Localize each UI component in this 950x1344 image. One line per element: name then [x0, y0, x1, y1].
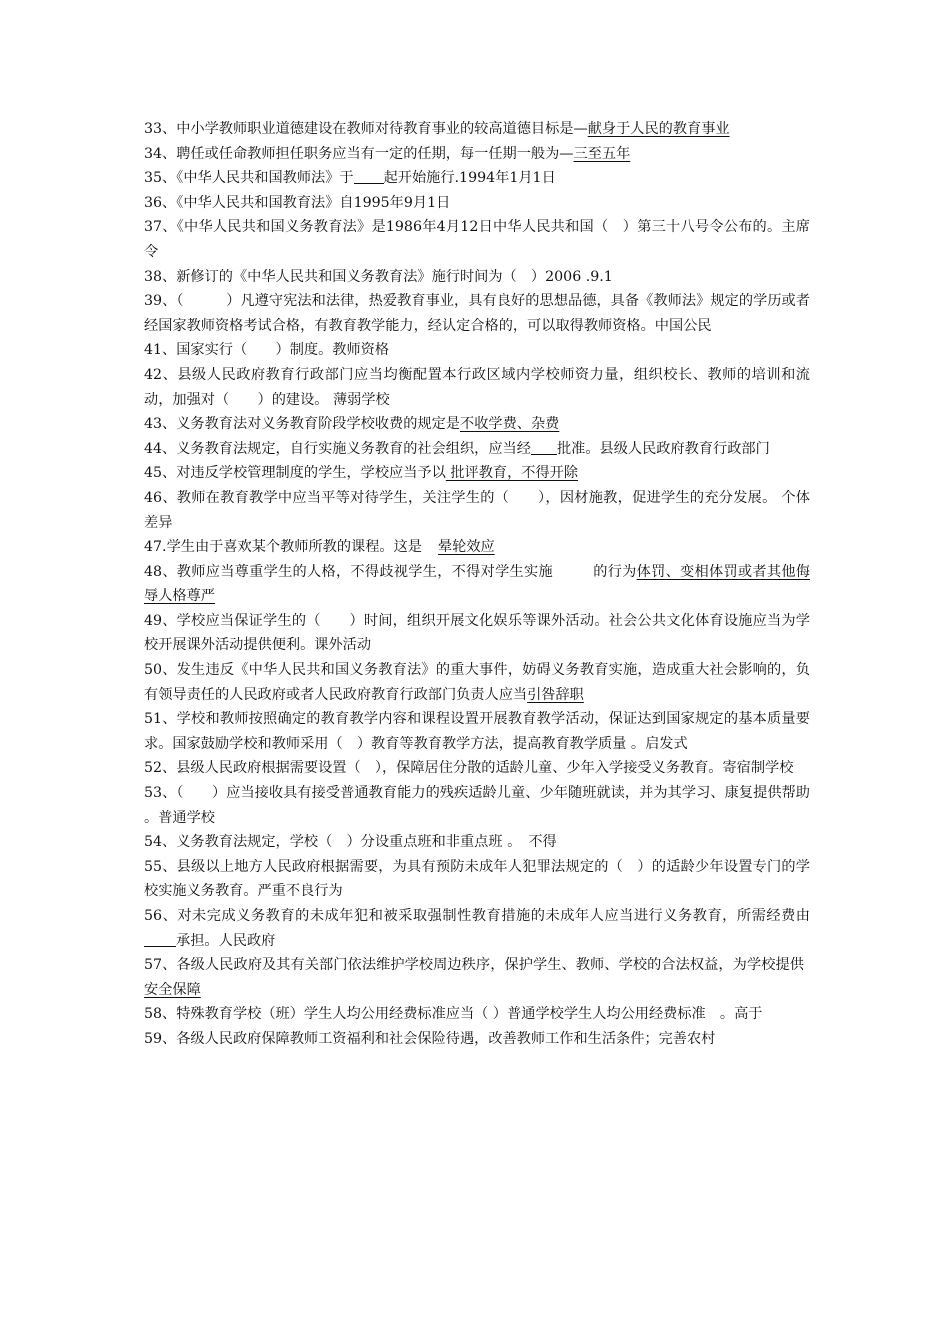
question-text: 53、（ ）应当接收具有接受普通教育能力的残疾适龄儿童、少年随班就读，并为其学习、康复提供帮助 。普通学校	[144, 785, 810, 826]
question-text: 51、学校和教师按照确定的教育教学内容和课程设置开展教育教学活动，保证达到国家规定的基本质量要求。国家鼓励学校和教师采用（ ）教育等教育教学方法，提高教育教学质量 。启发式	[144, 711, 810, 752]
question-text: 57、各级人民政府及其有关部门依法维护学校周边秩序，保护学生、教师、学校的合法权益，为学校提供	[144, 957, 804, 974]
question-text: 42、县级人民政府教育行政部门应当均衡配置本行政区域内学校师资力量，组织校长、教师的培训和流动，加强对（ ）的建设。 薄弱学校	[144, 366, 810, 408]
question-text-cont: 承担。人民政府	[176, 932, 276, 949]
question-56	[144, 904, 810, 953]
question-52	[144, 756, 810, 781]
question-text: 47.学生由于喜欢某个教师所教的课程。这是	[144, 539, 422, 556]
question-text: 52、县级人民政府根据需要设置（ ），保障居住分散的适龄儿童、少年入学接受义务教育。寄宿制学校	[144, 760, 794, 777]
question-58	[144, 1002, 810, 1027]
question-text: 50、发生违反《中华人民共和国义务教育法》的重大事件，妨碍义务教育实施，造成重大社会影响的，负有领导责任的人民政府或者人民政府教育行政部门负责人应当	[144, 662, 810, 703]
question-text: 58、特殊教育学校（班）学生人均公用经费标准应当（ ）普通学校学生人均公用经费标准 。高于	[144, 1006, 763, 1023]
question-text: 38、新修订的《中华人民共和国义务教育法》施行时间为（ ）2006 .9.1	[144, 268, 613, 285]
question-38	[144, 265, 810, 290]
question-text: 34、聘任或任命教师担任职务应当有一定的任期，每一任期一般为—	[144, 145, 574, 162]
question-33	[144, 117, 810, 142]
answer-underlined: 批评教育，不得开除	[445, 465, 579, 482]
question-text-cont: 批准。县级人民政府教育行政部门	[556, 440, 770, 457]
question-text: 49、学校应当保证学生的（ ）时间，组织开展文化娱乐等课外活动。社会公共文化体育设施应当为学校开展课外活动提供便利。课外活动	[144, 612, 810, 654]
question-text-cont: 起开始施行.1994年1月1日	[383, 170, 556, 187]
question-46	[144, 486, 810, 535]
question-text: 59、各级人民政府保障教师工资福利和社会保险待遇，改善教师工作和生活条件；完善农村	[144, 1030, 716, 1047]
question-37	[144, 215, 810, 264]
question-34	[144, 142, 810, 167]
question-35	[144, 166, 810, 191]
question-49	[144, 609, 810, 658]
question-text: 46、教师在教育教学中应当平等对待学生，关注学生的（ ），因材施教，促进学生的充分发展。 个体差异	[144, 489, 810, 531]
question-36	[144, 191, 810, 216]
answer-underlined: 体罚、变相体罚或者其他侮辱人格尊严	[144, 563, 810, 605]
question-text: 55、县级以上地方人民政府根据需要，为具有预防未成年人犯罪法规定的（ ）的适龄少年设置专门的学校实施义务教育。严重不良行为	[144, 858, 810, 900]
question-50	[144, 658, 810, 707]
question-text-cont: 的行为	[592, 563, 637, 580]
question-text: 39、（ ）凡遵守宪法和法律，热爱教育事业，具有良好的思想品德，具备《教师法》规定的学历或者经国家教师资格考试合格，有教育教学能力，经认定合格的，可以取得教师资格。中国公民	[144, 293, 810, 334]
question-42	[144, 363, 810, 412]
question-text: 35、《中华人民共和国教师法》于	[144, 170, 354, 187]
question-text: 37、《中华人民共和国义务教育法》是1986年4月12日中华人民共和国（ ）第三十八号令公布的。主席令	[144, 219, 810, 260]
answer-underlined: 献身于人民的教育事业	[587, 121, 730, 137]
question-text: 33、中小学教师职业道德建设在教师对待教育事业的较高道德目标是—	[144, 121, 588, 137]
question-54	[144, 830, 810, 855]
question-41	[144, 338, 810, 363]
answer-underlined: 三至五年	[573, 145, 631, 162]
question-text: 41、国家实行（ ）制度。教师资格	[144, 342, 390, 359]
question-51	[144, 707, 810, 756]
answer-underlined: 引咎辞职	[527, 686, 584, 703]
answer-underlined: 晕轮效应	[437, 539, 495, 556]
question-text: 44、义务教育法规定，自行实施义务教育的社会组织，应当经	[144, 440, 531, 457]
question-39	[144, 289, 810, 338]
answer-underlined: 安全保障	[144, 981, 201, 998]
question-text: 48、教师应当尊重学生的人格，不得歧视学生，不得对学生实施	[144, 563, 553, 580]
question-48	[144, 560, 810, 609]
question-45	[144, 461, 810, 486]
question-47	[144, 535, 810, 560]
fill-blank	[144, 931, 176, 947]
question-57	[144, 953, 810, 1002]
question-text: 36、《中华人民共和国教育法》自1995年9月1日	[144, 194, 451, 211]
document-page	[144, 117, 810, 1052]
question-text: 54、义务教育法规定，学校（ ）分设重点班和非重点班 。 不得	[144, 834, 557, 851]
question-59	[144, 1027, 810, 1052]
question-44	[144, 437, 810, 462]
question-text: 56、对未完成义务教育的未成年犯和被采取强制性教育措施的未成年人应当进行义务教育，所需经费由	[144, 908, 810, 924]
question-43	[144, 412, 810, 437]
question-55	[144, 855, 810, 904]
answer-underlined: 不收学费、杂费	[460, 416, 560, 433]
question-53	[144, 781, 810, 830]
fill-blank	[354, 168, 384, 184]
fill-blank	[531, 439, 557, 455]
question-text: 43、义务教育法对义务教育阶段学校收费的规定是	[144, 416, 460, 433]
question-text: 45、对违反学校管理制度的学生，学校应当予以	[144, 465, 446, 482]
